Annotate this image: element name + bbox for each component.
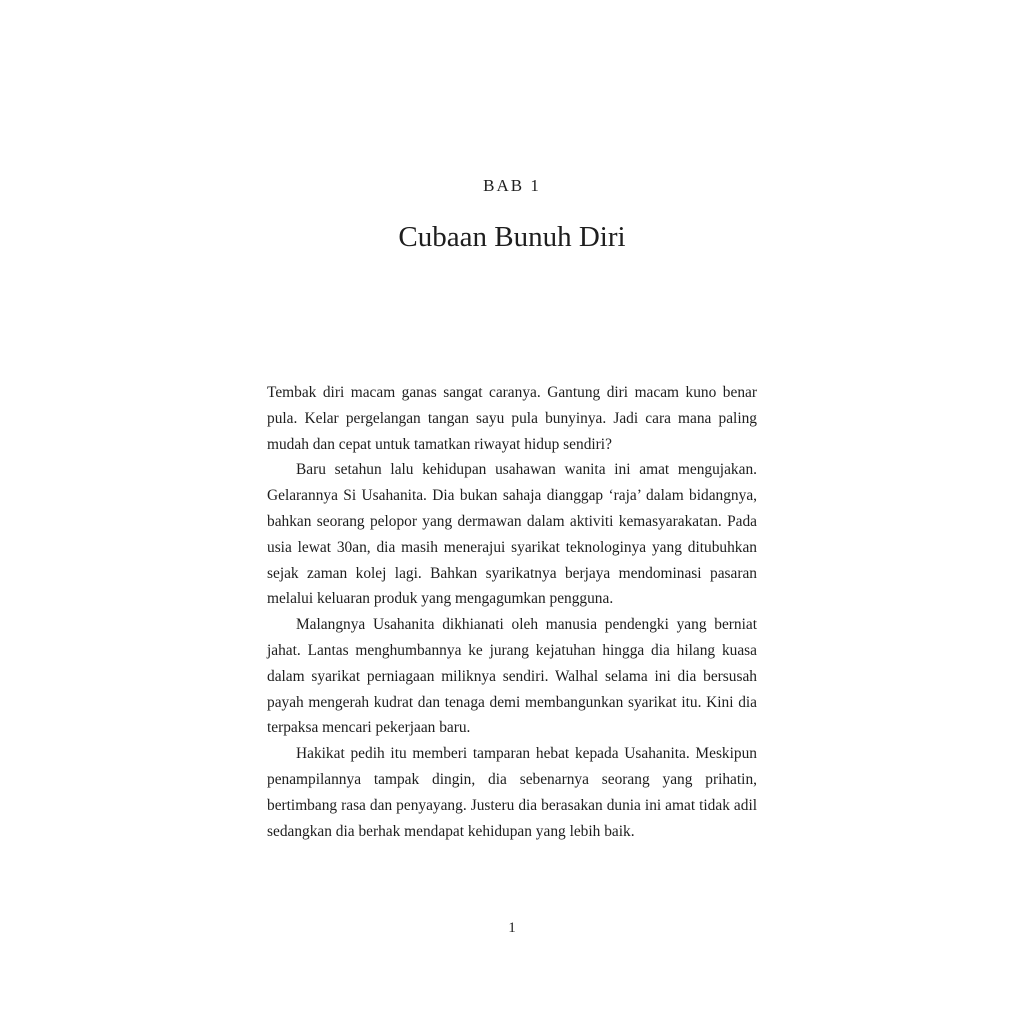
chapter-title: Cubaan Bunuh Diri xyxy=(398,221,626,253)
paragraph-3: Malangnya Usahanita dikhianati oleh manusia pendengki yang berniat jahat. Lantas menghumbannya ke jurang kejatuhan hingga dia hilang kuasa dalam syarikat perniagaan miliknya sendiri. Walhal selama ini dia bersusah payah mengerah kudrat dan tenaga demi membangunkan syarikat itu. Kini dia terpaksa mencari pekerjaan baru. xyxy=(267,616,757,737)
paragraph-2: Baru setahun lalu kehidupan usahawan wanita ini amat mengujakan. Gelarannya Si Usahanita. Dia bukan sahaja dianggap ‘raja’ dalam bidangnya, bahkan seorang pelopor yang dermawan dalam aktiviti kemasyarakatan. Pada usia lewat 30an, dia masih menerajui syarikat teknologinya yang ditubuhkan sejak zaman kolej lagi. Bahkan syarikatnya berjaya mendominasi pasaran melalui keluaran produk yang mengagumkan pengguna. xyxy=(267,461,757,608)
paragraph-1: Tembak diri macam ganas sangat caranya. Gantung diri macam kuno benar pula. Kelar pergelangan tangan sayu pula bunyinya. Jadi cara mana paling mudah dan cepat untuk tamatkan riwayat hidup sendiri? xyxy=(267,384,757,453)
paragraph-4: Hakikat pedih itu memberi tamparan hebat kepada Usahanita. Meskipun penampilannya tampak dingin, dia sebenarnya seorang yang prihatin, bertimbang rasa dan penyayang. Justeru dia berasakan dunia ini amat tidak adil sedangkan dia berhak mendapat kehidupan yang lebih baik. xyxy=(267,745,757,840)
page-number: 1 xyxy=(508,920,516,936)
chapter-body xyxy=(267,380,757,844)
chapter-label: BAB 1 xyxy=(483,176,541,195)
